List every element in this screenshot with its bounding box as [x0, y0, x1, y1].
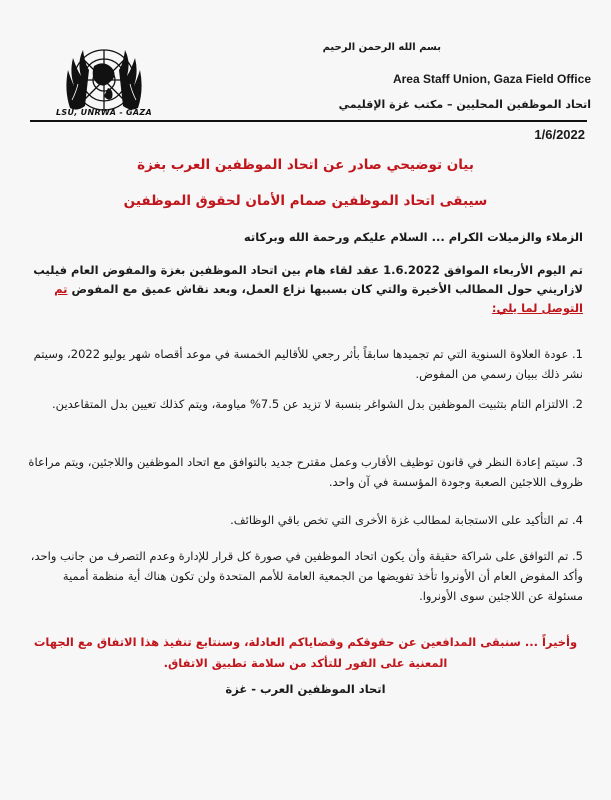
- logo-caption: LSU, UNRWA - GAZA: [55, 108, 152, 117]
- list-item: 4. تم التأكيد على الاستجابة لمطالب غزة الأخرى التي تخص باقي الوظائف.: [230, 513, 583, 527]
- basmala: بسم الله الرحمن الرحيم: [322, 42, 441, 53]
- closing-statement: وأخيراً ... سنبقى المدافعين عن حقوقكم وقضاياكم العادلة، وسنتابع تنفيذ هذا الاتفاق مع الجهات المعنية على الفور للتأكد من سلامة تطبيق الاتفاق.: [33, 635, 578, 670]
- statement-title: بيان توضيحي صادر عن اتحاد الموظفين العرب بغزة: [137, 157, 474, 173]
- list-item: 2. الالتزام التام بتثبيت الموظفين بدل الشواغر بنسبة لا تزيد عن 7.5% مياومة، ويتم كذلك تعيين بدل المتقاعدين.: [52, 397, 583, 411]
- list-item: 5. تم التوافق على شراكة حقيقة وأن يكون اتحاد الموظفين في صورة كل قرار للإدارة وعدم التصرف من جانب واحد، وأكد المفوض العام أن الأونروا تأخذ تفويضها من الجمعية العامة للأمم المتحدة ولن تكون هناك أية منظمة أممية مسئولة عن اللاجئين سوى الأونروا.: [30, 549, 583, 603]
- signature: اتحاد الموظفين العرب - غزة: [225, 682, 386, 696]
- office-name-arabic: اتحاد الموظفين المحليين – مكتب غزة الإقليمي: [338, 98, 591, 111]
- agreed-heading: تم التوصل لما يلي:: [54, 282, 583, 315]
- office-name-english: Area Staff Union, Gaza Field Office: [392, 72, 591, 86]
- header-divider: [30, 120, 587, 122]
- statement-subtitle: سيبقى اتحاد الموظفين صمام الأمان لحقوق الموظفين: [123, 193, 488, 209]
- intro-text: تم اليوم الأربعاء الموافق 1.6.2022 عقد لقاء هام بين اتحاد الموظفين بغزة والمفوض العام فيليب لازاريني حول المطالب الأخيرة والتي كان بسببها نزاع العمل، وبعد نقاش عميق مع المفوض: [33, 263, 583, 296]
- list-item: 1. عودة العلاوة السنوية التي تم تجميدها سابقاً بأثر رجعي للأقاليم الخمسة في موعد أقصاه شهر يوليو 2022، وسيتم نشر ذلك ببيان رسمي من المفوض.: [33, 347, 583, 381]
- greeting: الزملاء والزميلات الكرام ... السلام عليكم ورحمة الله وبركاته: [243, 230, 583, 244]
- document-date: 1/6/2022: [534, 127, 585, 142]
- un-emblem-logo: [50, 28, 158, 140]
- intro-paragraph: [28, 261, 583, 318]
- list-item: 3. سيتم إعادة النظر في قانون توظيف الأقارب وعمل مقترح جديد بالتوافق مع اتحاد الموظفين واللاجئين، ويتم مراعاة ظروف اللاجئين الصعبة وجودة المؤسسة في آن واحد.: [28, 455, 583, 489]
